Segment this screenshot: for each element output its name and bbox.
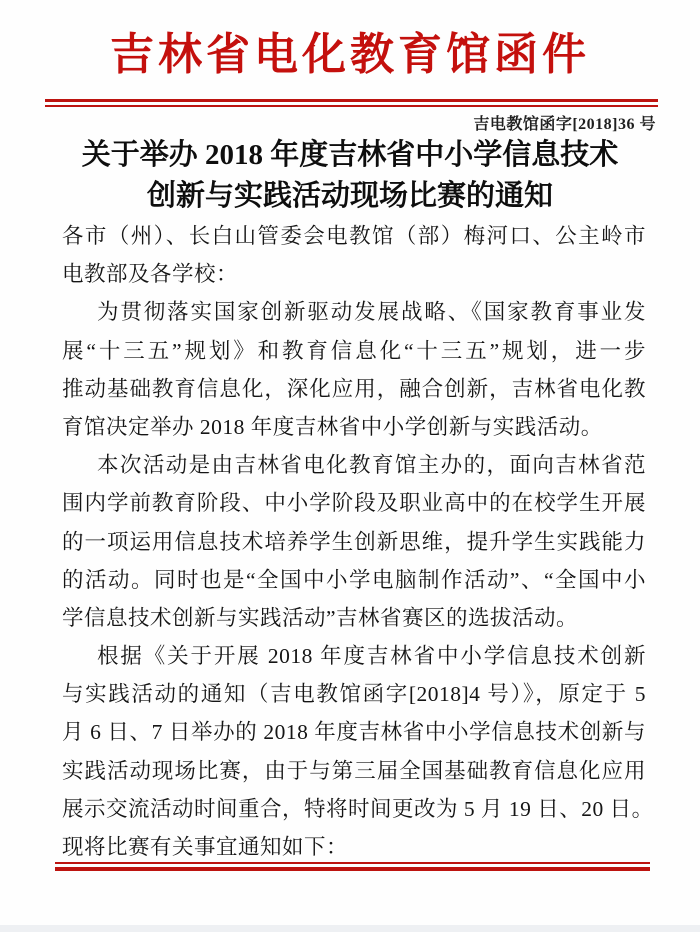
paragraph [62, 293, 646, 446]
body-line: 本次活动是由吉林省电化教育馆主办的，面向吉林省范 [97, 453, 646, 478]
header-double-rule [45, 99, 658, 107]
body-line: 育馆决定举办 2018 年度吉林省中小学创新与实践活动。 [62, 414, 603, 439]
body-line: 各市（州）、长白山管委会电教馆（部）梅河口、公主岭市 [62, 224, 646, 248]
paragraph [62, 637, 654, 866]
document-number: 吉电教馆函字[2018]36 号 [473, 116, 656, 133]
body-line: 围内学前教育阶段、中小学阶段及职业高中的在校学生开展 [62, 491, 646, 516]
document-body [62, 217, 654, 866]
body-line: 电教部及各学校： [62, 262, 239, 287]
body-line: 展“十三五”规划》和教育信息化“十三五”规划，进一步 [62, 338, 646, 363]
body-line: 实践活动现场比赛，由于与第三届全国基础教育信息化应用 [62, 758, 646, 783]
body-line: 的活动。同时也是“全国中小学电脑制作活动”、“全国中小 [62, 567, 646, 592]
paragraph [62, 446, 646, 637]
notice-title-line2: 创新与实践活动现场比赛的通知 [146, 180, 553, 212]
letterhead-org-title: 吉林省电化教育馆函件 [110, 30, 590, 79]
body-line: 根据《关于开展 2018 年度吉林省中小学信息技术创新 [97, 644, 646, 669]
body-line: 现将比赛有关事宜通知如下： [62, 835, 349, 859]
body-line: 为贯彻落实国家创新驱动发展战略、《国家教育事业发 [97, 300, 646, 325]
body-line: 展示交流活动时间重合，特将时间更改为 5 月 19 日、20 日。 [62, 796, 654, 821]
body-line: 与实践活动的通知（吉电教馆函字[2018]4 号）》，原定于 5 [62, 682, 646, 707]
notice-title-line1: 关于举办 2018 年度吉林省中小学信息技术 [81, 139, 619, 171]
body-line: 的一项运用信息技术培养学生创新思维，提升学生实践能力 [62, 529, 646, 554]
body-line: 月 6 日、7 日举办的 2018 年度吉林省中小学信息技术创新与 [62, 720, 646, 745]
scan-edge-artifact [0, 925, 700, 932]
body-line: 推动基础教育信息化，深化应用，融合创新，吉林省电化教 [62, 376, 646, 401]
footer-double-rule [55, 862, 650, 871]
body-line: 学信息技术创新与实践活动”吉林省赛区的选拔活动。 [62, 605, 579, 630]
notice-title [0, 135, 700, 217]
paragraph [62, 217, 646, 293]
